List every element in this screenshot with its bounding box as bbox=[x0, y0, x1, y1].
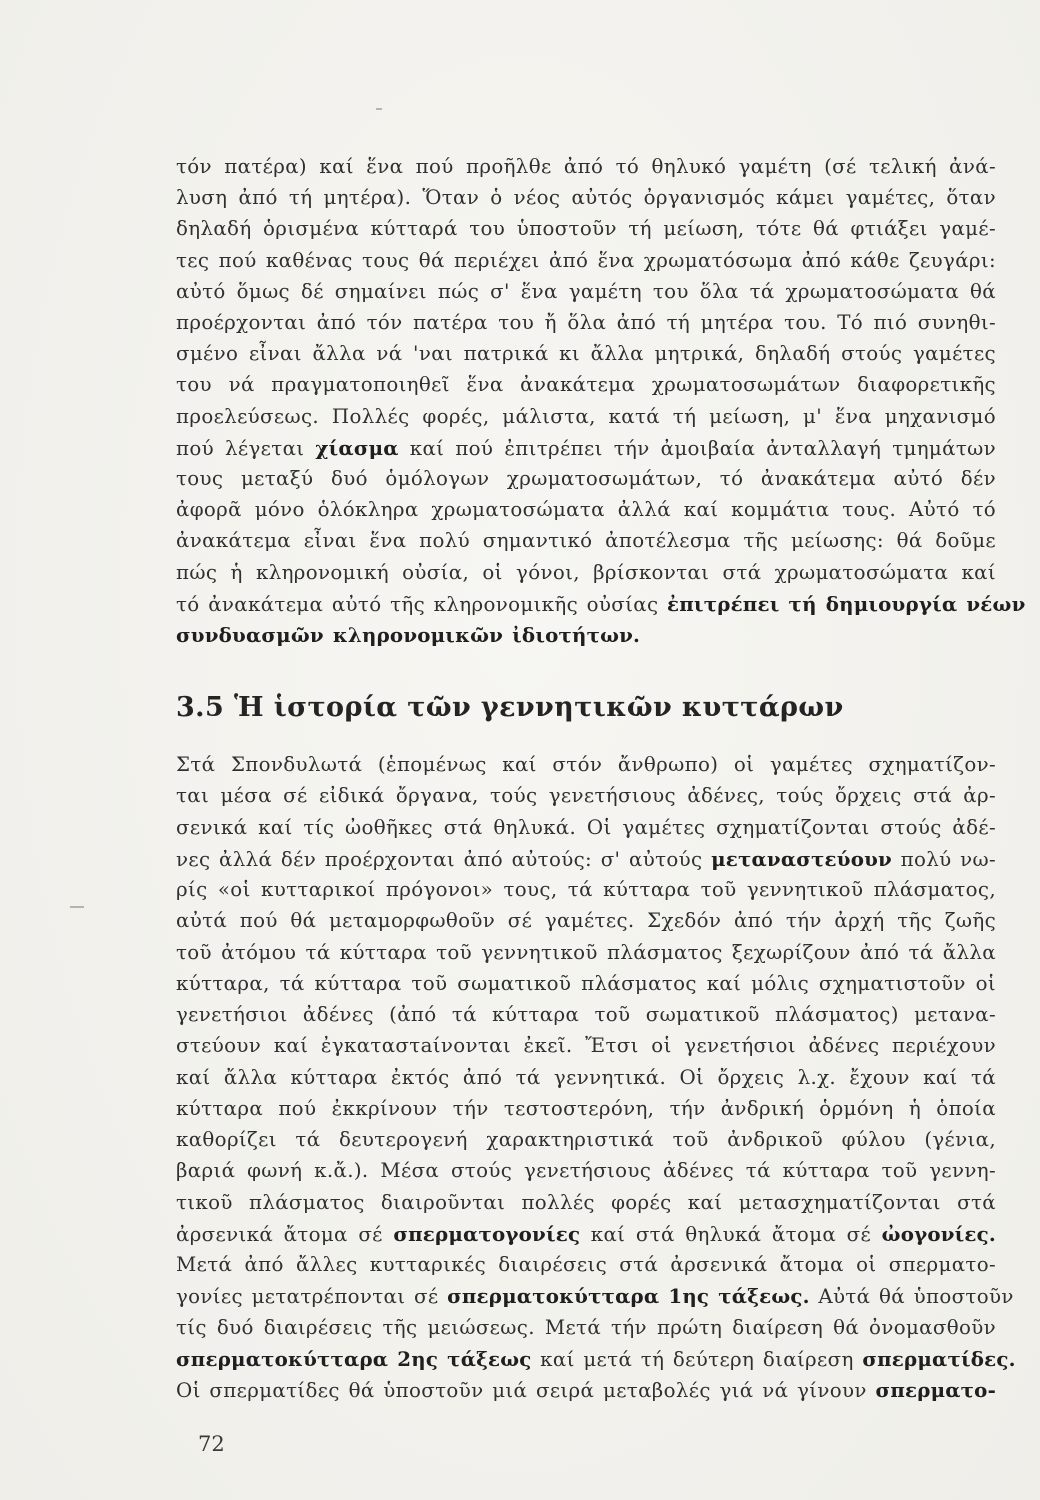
text-line bbox=[176, 1217, 996, 1251]
text-run: ἀνακάτεμα εἶναι ἕνα πολύ σημαντικό ἀποτέλεσμα τῆς μείωσης: θά δοῦμε bbox=[176, 529, 996, 553]
text-run: προελεύσεως. Πολλές φορές, μάλιστα, κατά τή μείωση, μ' ἕνα μηχανισμό bbox=[176, 404, 996, 428]
text-line bbox=[176, 1248, 996, 1282]
bold-term: χίασμα bbox=[315, 435, 399, 460]
text-run: ται μέσα σέ εἰδικά ὄργανα, τούς γενετήσιους ἀδένες, τούς ὄρχεις στά ἀρ- bbox=[176, 784, 996, 808]
text-line bbox=[176, 493, 996, 527]
bold-term: σπερματοκύτταρα 2ης τάξεως bbox=[176, 1346, 532, 1371]
text-line bbox=[176, 462, 996, 496]
text-line bbox=[176, 275, 996, 309]
text-run: γενετήσιοι ἀδένες (ἀπό τά κύτταρα τοῦ σωματικοῦ πλάσματος) μετανα- bbox=[176, 1003, 996, 1026]
text-line bbox=[176, 1092, 996, 1126]
text-run: στεύουν καί ἐγκαταστaίνονται ἐκεῖ. Ἔτσι οἱ γενετήσιοι ἀδένες περιέχουν bbox=[176, 1034, 996, 1058]
text-run: Στά Σπονδυλωτά (ἑπομένως καί στόν ἄνθρωπο) οἱ γαμέτες σχηματίζον- bbox=[176, 753, 996, 776]
text-line bbox=[176, 1123, 996, 1157]
text-run: καί πού ἐπιτρέπει τήν ἀμοιβαία ἀνταλλαγή τμημάτων bbox=[398, 436, 996, 460]
text-run: τίς δυό διαιρέσεις τῆς μειώσεως. Μετά τήν πρώτη διαίρεση θά ὀνομασθοῦν bbox=[176, 1315, 996, 1339]
text-line bbox=[176, 873, 996, 907]
text-run: τοῦ ἀτόμου τά κύτταρα τοῦ γεννητικοῦ πλάσματος ξεχωρίζουν ἀπό τά ἄλλα bbox=[176, 940, 996, 964]
text-line bbox=[176, 904, 996, 938]
text-run: πώς ἡ κληρονομική οὐσία, οἱ γόνοι, βρίσκονται στά χρωματοσώματα καί bbox=[176, 560, 996, 584]
text-line bbox=[176, 244, 996, 278]
text-run: βαριά φωνή κ.ἄ.). Μέσα στούς γενετήσιους ἀδένες τά κύτταρα τοῦ γεννη- bbox=[176, 1159, 996, 1183]
text-line bbox=[176, 842, 996, 876]
text-run: τικοῦ πλάσματος διαιροῦνται πολλές φορές καί μετασχηματίζονται στά bbox=[176, 1190, 996, 1214]
bold-term: συνδυασμῶν κληρονομικῶν ἰδιοτήτων. bbox=[176, 623, 641, 647]
text-line bbox=[176, 936, 996, 970]
bold-term: ὠογονίες. bbox=[881, 1221, 996, 1246]
text-line bbox=[176, 306, 996, 340]
text-run: ρίς «οἱ κυτταρικοί πρόγονοι» τους, τά κύτταρα τοῦ γεννητικοῦ πλάσματος, bbox=[176, 878, 996, 901]
text-run: πολύ νω- bbox=[891, 847, 996, 871]
text-line bbox=[176, 431, 996, 465]
text-run: δηλαδή ὁρισμένα κύτταρά του ὑποστοῦν τή μείωση, τότε θά φτιάξει γαμέ- bbox=[176, 217, 996, 241]
text-line bbox=[176, 212, 996, 246]
text-line bbox=[176, 524, 996, 558]
text-run: κύτταρα πού ἐκκρίνουν τήν τεστοστερόνη, τήν ἀνδρική ὁρμόνη ἡ ὁποία bbox=[176, 1096, 996, 1120]
text-run: αὐτά πού θά μεταμορφωθοῦν σέ γαμέτες. Σχεδόν ἀπό τήν ἀρχή τῆς ζωῆς bbox=[176, 909, 996, 933]
bold-term: σπερματίδες. bbox=[862, 1346, 1016, 1371]
bold-term: σπερματο- bbox=[875, 1378, 996, 1402]
text-line bbox=[176, 1029, 996, 1063]
text-line bbox=[176, 368, 996, 402]
text-line bbox=[176, 748, 996, 782]
bold-term: μεταναστεύουν bbox=[711, 846, 892, 871]
text-run: τόν πατέρα) καί ἕνα πού προῆλθε ἀπό τό θηλυκό γαμέτη (σέ τελική ἀνά- bbox=[176, 155, 996, 178]
text-line bbox=[176, 967, 996, 1001]
text-run: Οἱ σπερματίδες θά ὑποστοῦν μιά σειρά μεταβολές γιά νά γίνουν bbox=[176, 1379, 876, 1402]
text-run: λυση ἀπό τή μητέρα). Ὅταν ὁ νέος αὐτός ὀργανισμός κάμει γαμέτες, ὅταν bbox=[176, 186, 996, 210]
text-line bbox=[176, 556, 996, 590]
text-run: του νά πραγματοποιηθεῖ ἕνα ἀνακάτεμα χρωματοσωμάτων διαφορετικῆς bbox=[176, 373, 996, 397]
text-run: Αὐτά θά ὑποστοῦν bbox=[809, 1285, 1014, 1309]
text-run: τες πού καθένας τους θά περιέχει ἀπό ἕνα χρωματόσωμα ἀπό κάθε ζευγάρι: bbox=[176, 248, 996, 272]
text-run: καί μετά τή δεύτερη διαίρεση bbox=[531, 1347, 863, 1371]
text-line bbox=[176, 150, 996, 184]
text-run: αὐτό ὅμως δέ σημαίνει πώς σ' ἕνα γαμέτη του ὅλα τά χρωματοσώματα θά bbox=[176, 279, 996, 303]
scan-speck bbox=[376, 108, 382, 110]
text-line bbox=[176, 1311, 996, 1345]
text-run: καθορίζει τά δευτερογενή χαρακτηριστικά τοῦ ἀνδρικοῦ φύλου (γένια, bbox=[176, 1128, 996, 1151]
text-run: σενικά καί τίς ὠοθῆκες στά θηλυκά. Οἱ γαμέτες σχηματίζονται στούς ἀδέ- bbox=[176, 815, 996, 839]
page-number: 72 bbox=[198, 1432, 225, 1456]
bold-term: σπερματοκύτταρα 1ης τάξεως. bbox=[447, 1284, 810, 1309]
scan-speck bbox=[70, 906, 84, 908]
text-line bbox=[176, 1154, 996, 1188]
text-line bbox=[176, 618, 996, 652]
text-run: νες ἀλλά δέν προέρχονται ἀπό αὐτούς: σ' αὐτούς bbox=[176, 847, 712, 871]
text-run: καί στά θηλυκά ἄτομα σέ bbox=[580, 1222, 882, 1246]
text-line bbox=[176, 181, 996, 215]
text-run: κύτταρα, τά κύτταρα τοῦ σωματικοῦ πλάσματος καί μόλις σχηματιστοῦν οἱ bbox=[176, 971, 996, 995]
bold-term: σπερματογονίες bbox=[393, 1221, 581, 1246]
text-run: ἀρσενικά ἄτομα σέ bbox=[176, 1222, 394, 1246]
text-line bbox=[176, 337, 996, 371]
text-line bbox=[176, 1186, 996, 1220]
text-line bbox=[176, 1342, 1016, 1376]
text-line bbox=[176, 811, 996, 845]
text-run: γονίες μετατρέπονται σέ bbox=[176, 1285, 448, 1309]
text-run: προέρχονται ἀπό τόν πατέρα του ἤ ὅλα ἀπό τή μητέρα του. Τό πιό συνηθι- bbox=[176, 311, 996, 334]
text-run: πού λέγεται bbox=[176, 436, 316, 460]
text-run: Μετά ἀπό ἄλλες κυτταρικές διαιρέσεις στά ἀρσενικά ἄτομα οἱ σπερματο- bbox=[176, 1253, 996, 1276]
section-heading: 3.5 Ἡ ἱστορία τῶν γεννητικῶν κυττάρων bbox=[176, 692, 844, 723]
bold-term: ἐπιτρέπει τή δημιουργία νέων bbox=[667, 591, 1026, 616]
text-line bbox=[176, 1373, 996, 1407]
text-line bbox=[176, 1279, 1014, 1313]
text-line bbox=[176, 1061, 996, 1095]
text-line bbox=[176, 998, 996, 1032]
text-line bbox=[176, 587, 1026, 621]
text-run: τό ἀνακάτεμα αὐτό τῆς κληρονομικῆς οὐσίας bbox=[176, 592, 668, 616]
text-run: καί ἄλλα κύτταρα ἐκτός ἀπό τά γεννητικά. Οἱ ὄρχεις λ.χ. ἔχουν καί τά bbox=[176, 1065, 996, 1089]
text-run: ἀφορᾶ μόνο ὁλόκληρα χρωματοσώματα ἀλλά καί κομμάτια τους. Αὐτό τό bbox=[176, 498, 996, 522]
text-line bbox=[176, 779, 996, 813]
text-line bbox=[176, 400, 996, 434]
text-run: σμένο εἶναι ἄλλα νά 'ναι πατρικά κι ἄλλα μητρικά, δηλαδή στούς γαμέτες bbox=[176, 342, 996, 366]
text-run: τους μεταξύ δυό ὁμόλογων χρωματοσωμάτων, τό ἀνακάτεμα αὐτό δέν bbox=[176, 467, 996, 490]
